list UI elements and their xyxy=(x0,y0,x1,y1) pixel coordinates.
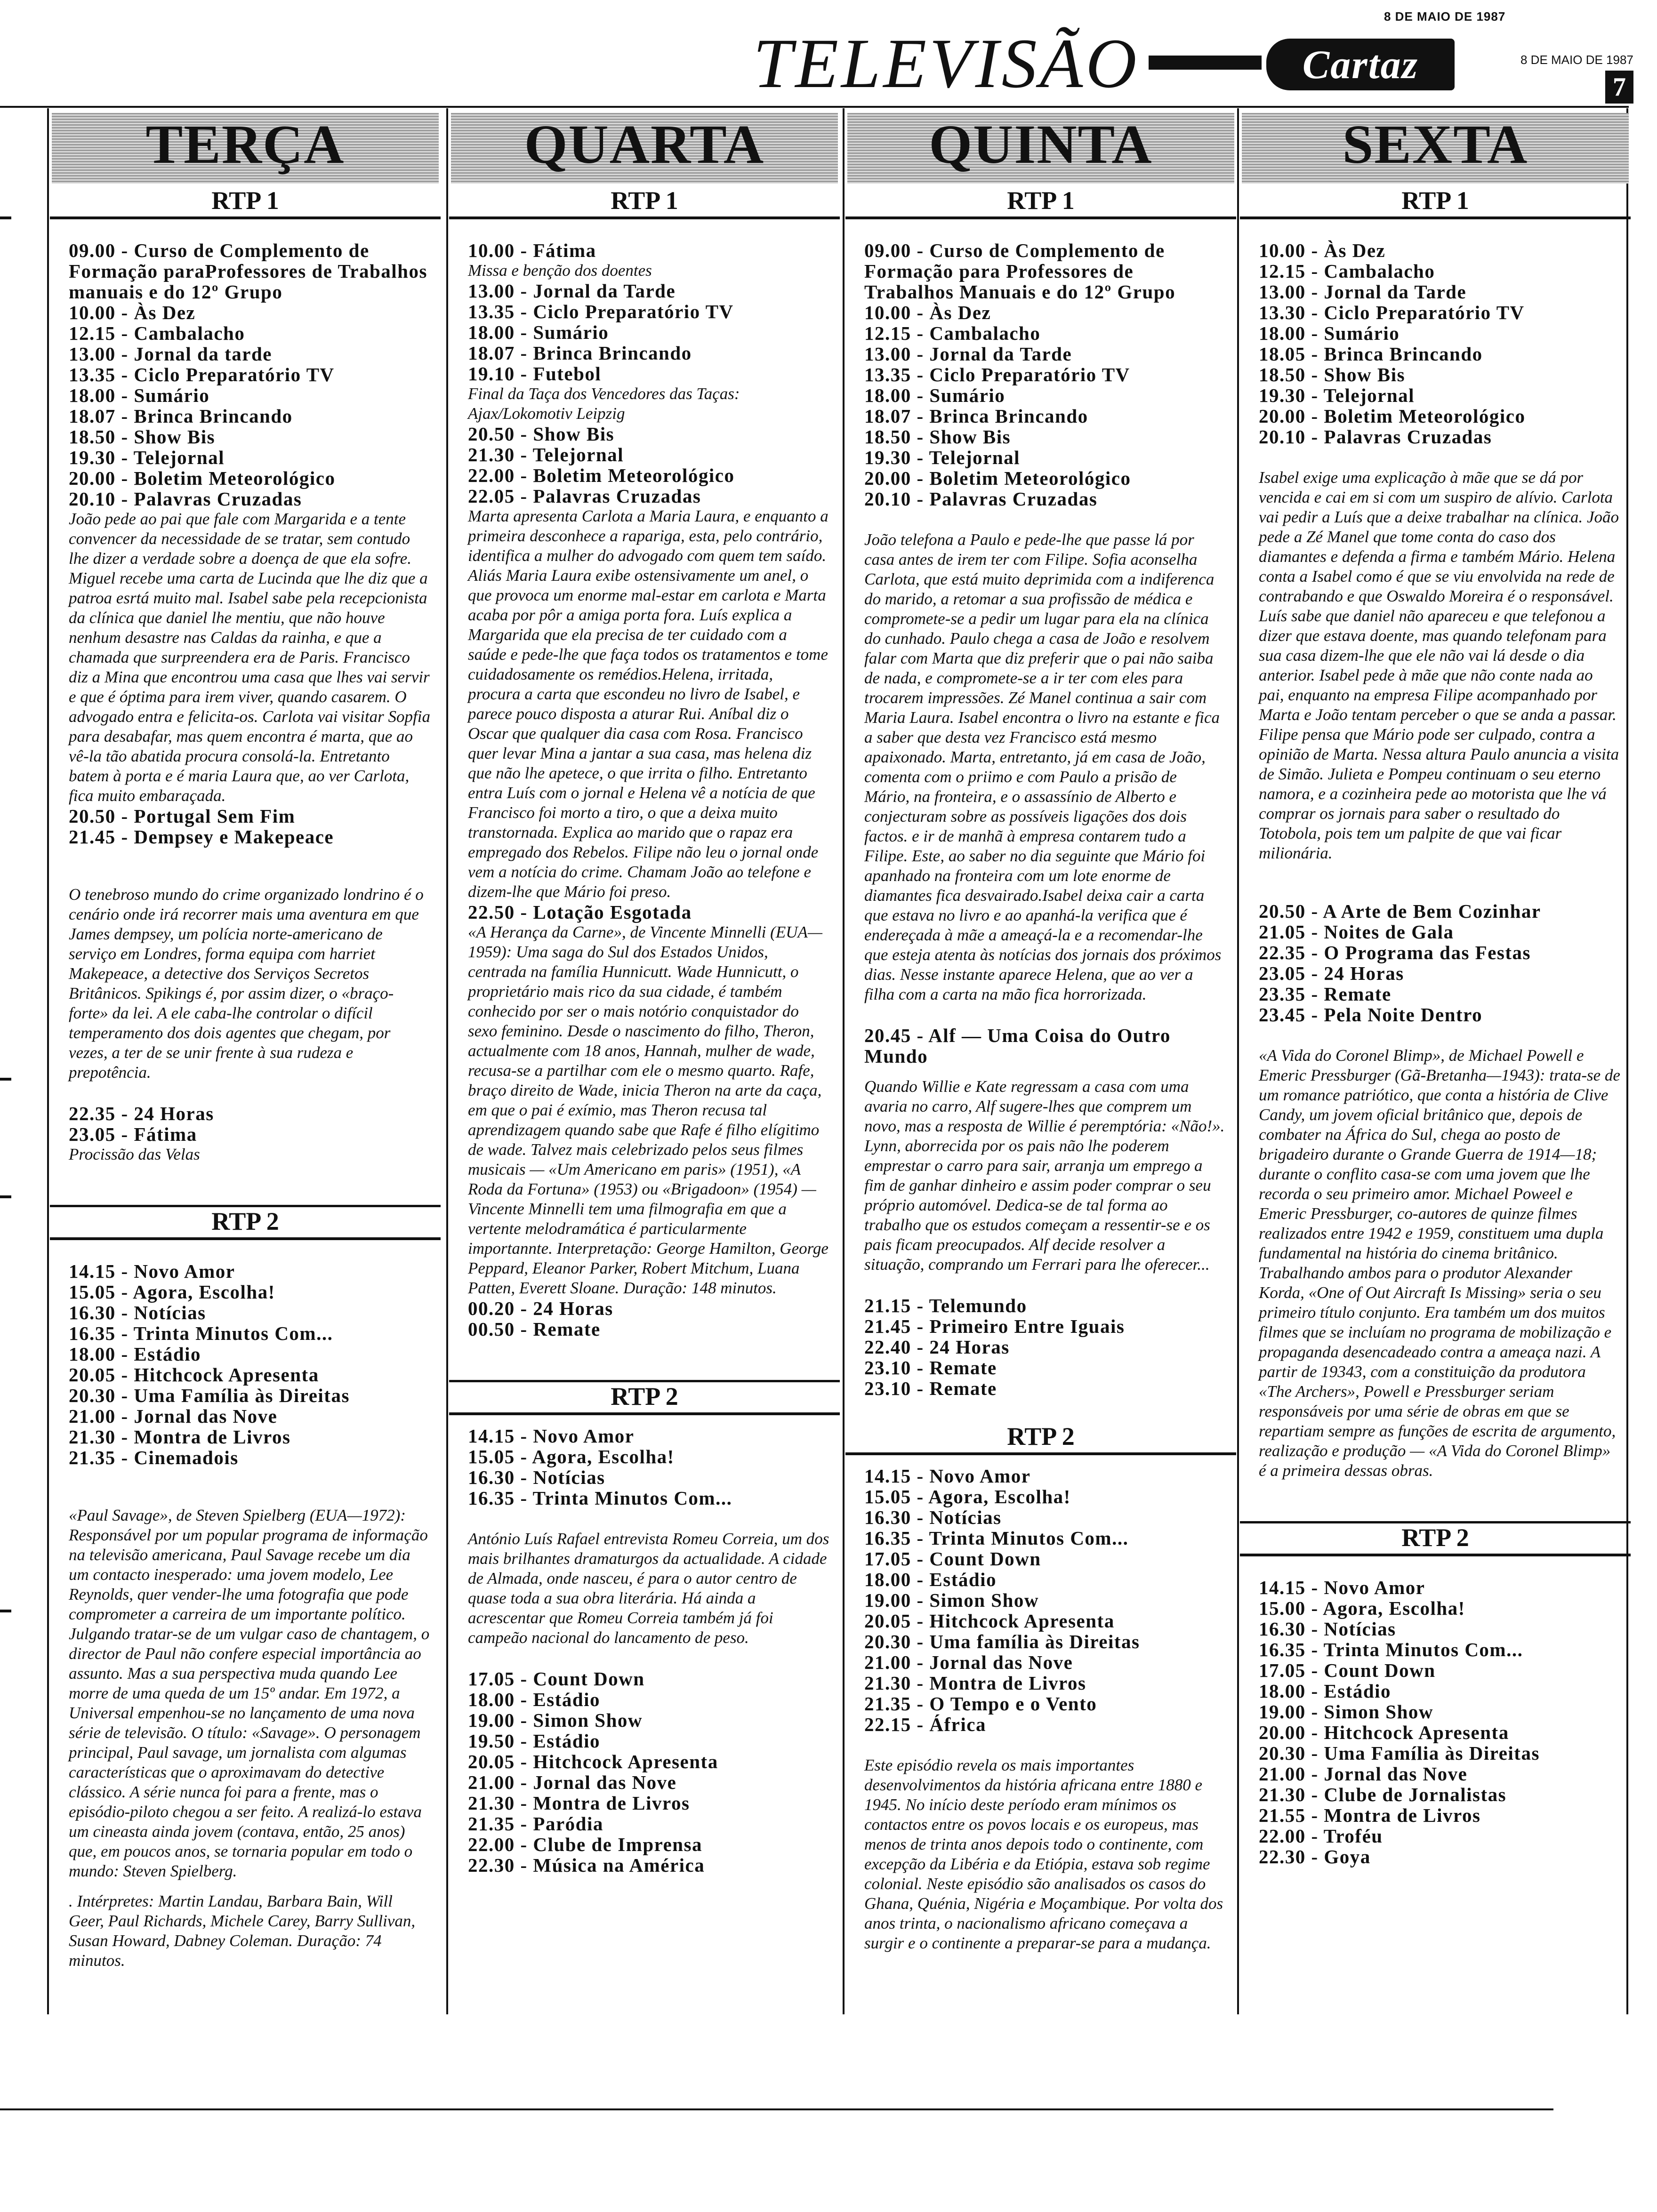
top-rule xyxy=(0,106,1629,108)
channel-header-rtp2 xyxy=(1240,1521,1631,1556)
program-list xyxy=(1240,901,1631,1025)
column-rule xyxy=(843,108,845,2014)
program-item: 18.00 - Estádio xyxy=(1259,1680,1392,1702)
program-list xyxy=(845,240,1236,509)
program-item: 22.35 - O Programa das Festas xyxy=(1259,942,1531,963)
program-item: 10.00 - Às Dez xyxy=(69,302,196,323)
program-synopsis: João pede ao pai que fale com Margarida e a tente convencer da necessidade de se tratar, sem contudo lhe dizer a verdade sobre a doença de que ela sofre. Miguel recebe uma carta de Lucinda que lhe diz que a patroa esrtá muito mal. Isabel sabe pela recepcionista da clínica que daniel lhe mentiu, que não houve nenhum desastre nas Caldas da rainha, e que a chamada que surpreendera era de Paris. Francisco diz a Mina que encontrou uma casa que lhes vai servir e que é óptima para irem viver, quando casarem. O advogado entra e felicita-os. Carlota vai visitar Sopfia para desabafar, mas quem encontra é marta, que ao vê-la tão abatida procura consolá-la. Entretanto batem à porta e é maria Laura que, ao ver Carlota, fica muito embaraçada. xyxy=(69,510,430,805)
section-title: TELEVISÃO xyxy=(753,24,1140,103)
program-item: 20.50 - A Arte de Bem Cozinhar xyxy=(1259,900,1541,922)
program-item: 20.10 - Palavras Cruzadas xyxy=(864,488,1098,510)
program-item: 13.35 - Ciclo Preparatório TV xyxy=(69,364,335,385)
program-item: 16.30 - Notícias xyxy=(468,1467,605,1488)
program-item: 15.05 - Agora, Escolha! xyxy=(468,1446,675,1467)
program-item: 21.15 - Telemundo xyxy=(864,1295,1027,1316)
program-item: 19.10 - Futebol xyxy=(468,363,602,385)
program-item: 00.20 - 24 Horas xyxy=(468,1298,613,1319)
channel-header-rtp1 xyxy=(1240,186,1631,219)
program-item: 22.30 - Goya xyxy=(1259,1846,1371,1867)
program-item: 20.00 - Boletim Meteorológico xyxy=(864,467,1131,489)
program-synopsis: João telefona a Paulo e pede-lhe que passe lá por casa antes de irem ter com Filipe. Sofia aconselha Carlota, que está muito deprimida com a indiferenca do marido, a retomar a sua profissão de médica e compromete-se a pedir um lugar para ela na clínica do cunhado. Paulo chega a casa de João e resolvem falar com Marta que diz preferir que o pai não saiba de nada, e compromete-se a ir ter com eles para trocarem impressões. Zé Manel continua a sair com Maria Laura. Isabel encontra o livro na estante e fica a saber que desta vez Francisco está mesmo apaixonado. Marta, entretanto, já em casa de João, comenta com o priimo e com Paulo a prisão de Mário, na fronteira, e o assassínio de Alberto e conjecturam sobre as possíveis ligações dos dois factos. e ir de manhã à empresa contarem tudo a Filipe. Este, ao saber no dia seguinte que Mário foi apanhado na fronteira com um lote enorme de diamantes fica desvairado.Isabel deixa cair a carta que estava no livro e ao apanhá-la verifica que é endereçada à mãe a ameaçá-la e a recomendar-lhe que esteja atenta às notícias dos jornais dos próximos dias. Nesse instante aparece Helena, que ao ver a filha com a carta na mão fica horrorizada. xyxy=(864,530,1222,1003)
program-synopsis: «A Vida do Coronel Blimp», de Michael Powell e Emeric Pressburger (Gã-Bretanha—1943): trata-se de um romance patriótico, que conta a história de Clive Candy, um jovem oficial britânico que, depois de combater na África do Sul, chega ao posto de brigadeiro durante o Grande Guerra de 1914—18; durante o conflito casa-se com uma jovem que lhe recorda o seu primeiro amor. Michael Poweel e Emeric Pressburger, co-autores de quinze filmes realizados entre 1942 e 1959, constituem uma dupla fundamental na história do cinema britânico. Trabalhando ambos para o produtor Alexander Korda, «One of Out Aircraft Is Missing» seria o seu primeiro título conjunto. Era também um dos muitos filmes que se incluíam no programa de mobilização e propaganda desencadeado contra a ameaça nazi. A partir de 19343, com a constituição da produtora «The Archers», Powell e Pressburger seriam responsáveis por uma série de obras em que se repartiam sempre as funções de escrita de argumento, realização e produção — «A Vida do Coronel Blimp» é a primeira dessas obras. xyxy=(1259,1046,1620,1480)
program-list xyxy=(845,1295,1236,1399)
program-item: 21.35 - Cinemadois xyxy=(69,1447,239,1468)
program-item: 19.00 - Simon Show xyxy=(864,1589,1039,1611)
program-list xyxy=(1240,240,1631,447)
channel-label: RTP 1 xyxy=(1007,186,1075,215)
margin-mark xyxy=(0,1078,11,1081)
program-item: 19.30 - Telejornal xyxy=(864,447,1021,468)
program-item: 21.45 - Primeiro Entre Iguais xyxy=(864,1315,1125,1337)
program-item: 19.30 - Telejornal xyxy=(1259,385,1415,406)
program-item: 16.30 - Notícias xyxy=(1259,1618,1396,1640)
program-item: 14.15 - Novo Amor xyxy=(864,1465,1031,1487)
program-list xyxy=(50,1261,441,1468)
program-item: 10.00 - Às Dez xyxy=(1259,240,1386,261)
day-column-sexta xyxy=(1240,113,1631,2024)
program-item: 20.05 - Hitchcock Apresenta xyxy=(864,1610,1115,1632)
program-item: 10.00 - Às Dez xyxy=(864,302,991,323)
channel-header-rtp2 xyxy=(449,1380,840,1415)
program-item: 13.30 - Ciclo Preparatório TV xyxy=(1259,302,1525,323)
cartaz-logo-text: Cartaz xyxy=(1302,42,1419,87)
program-list xyxy=(449,281,840,384)
program-item: 16.35 - Trinta Minutos Com... xyxy=(69,1322,333,1344)
margin-mark xyxy=(0,1610,11,1612)
program-item: 20.00 - Boletim Meteorológico xyxy=(69,467,336,489)
program-list xyxy=(449,1298,840,1339)
day-title: SEXTA xyxy=(1342,113,1528,175)
program-item: 13.00 - Jornal da Tarde xyxy=(864,343,1072,365)
program-item: 21.30 - Telejornal xyxy=(468,444,624,465)
day-title: QUINTA xyxy=(929,113,1153,175)
program-item: 16.35 - Trinta Minutos Com... xyxy=(468,1487,732,1509)
program-item: 18.50 - Show Bis xyxy=(69,426,216,448)
program-synopsis: Missa e benção dos doentes xyxy=(468,261,652,280)
program-item: 21.35 - O Tempo e o Vento xyxy=(864,1693,1097,1715)
day-title: TERÇA xyxy=(145,113,345,175)
title-rule-decoration xyxy=(1149,56,1262,70)
program-item: 23.05 - Fátima xyxy=(69,1123,197,1145)
program-item: 17.05 - Count Down xyxy=(468,1668,645,1690)
program-list xyxy=(845,1466,1236,1735)
program-item: 20.30 - Uma Família às Direitas xyxy=(1259,1742,1540,1764)
program-item: 14.15 - Novo Amor xyxy=(69,1260,235,1282)
page-number: 7 xyxy=(1605,71,1633,104)
channel-label: RTP 2 xyxy=(211,1207,279,1235)
program-synopsis: Marta apresenta Carlota a Maria Laura, e enquanto a primeira desconhece a rapariga, esta, pelo contrário, identifica a mulher do advogado com quem tem saído. Aliás Maria Laura exibe ostensivamente um anel, o que provoca um enorme mal-estar em carlota e Marta acaba por pôr a amiga porta fora. Luís explica a Margarida que ela precisa de ter cuidado com a saúde e pede-lhe que faça todos os tratamentos e tome cuidadosamente os remédios.Helena, irritada, procura a carta que escondeu no livro de Isabel, e parece pouco disposta a aturar Rui. Aníbal diz o Oscar que qualquer dia casa com Rosa. Francisco quer levar Mina a jantar a sua casa, mas helena diz que não lhe apetece, o que irrita o filho. Entretanto entra Luís com o jornal e Helena vê a notícia de que Francisco foi morto a tiro, o que a deixa muito transtornada. Explica ao marido que o rapaz era empregado dos Rebelos. Filipe não leu o jornal onde vem a notícia do crime. Chamam João ao telefone e dizem-lhe que Mário foi preso. xyxy=(468,507,828,901)
program-item: 18.07 - Brinca Brincando xyxy=(69,405,293,427)
program-item: 21.00 - Jornal das Nove xyxy=(468,1771,677,1793)
program-item: 18.50 - Show Bis xyxy=(1259,364,1406,385)
program-synopsis: «Paul Savage», de Steven Spielberg (EUA—1972): Responsável por um popular programa de informação na televisão americana, Paul Savage recebe um dia um contacto inesperado: uma jovem modelo, Lee Reynolds, quer vender-lhe uma fotografia que pode comprometer a carreira de um importante político. Julgando tratar-se de um vulgar caso de chantagem, o director de Paul não confere especial importância ao assunto. Mas a sua perspectiva muda quando Lee morre de uma queda de um 15º andar. Em 1972, a Universal empenhou-se no lançamento de uma nova série de televisão. O título: «Savage». O personagem principal, Paul savage, um jornalista com algumas características que o aproximavam do detective clássico. A série nunca foi para a frente, mas o episódio-piloto chegou a ser feito. A realizá-lo estava um cineasta ainda jovem (contava, então, 25 anos) que, em poucos anos, se tornaria popular em todo o mundo: Steven Spielberg. xyxy=(69,1506,430,1880)
channel-label: RTP 2 xyxy=(611,1382,678,1411)
channel-header-rtp1 xyxy=(845,186,1236,219)
channel-label: RTP 1 xyxy=(211,186,279,215)
program-list xyxy=(845,1025,1236,1066)
program-item: 20.50 - Portugal Sem Fim xyxy=(69,805,296,827)
program-item: 21.30 - Clube de Jornalistas xyxy=(1259,1784,1507,1805)
program-item: 21.35 - Paródia xyxy=(468,1813,603,1835)
program-item: 23.45 - Pela Noite Dentro xyxy=(1259,1004,1483,1026)
program-item: 19.00 - Simon Show xyxy=(1259,1701,1434,1723)
program-item: 16.30 - Notícias xyxy=(69,1302,206,1323)
bottom-rule xyxy=(0,2108,1553,2110)
program-item: 13.35 - Ciclo Preparatório TV xyxy=(864,364,1130,385)
program-item: 23.10 - Remate xyxy=(864,1378,997,1399)
program-item: 13.00 - Jornal da Tarde xyxy=(468,280,676,302)
program-list xyxy=(50,1103,441,1145)
program-synopsis: Final da Taça dos Vencedores das Taças: Ajax/Lokomotiv Leipzig xyxy=(468,385,740,423)
issue-date-top: 8 DE MAIO DE 1987 xyxy=(1384,9,1506,24)
margin-mark xyxy=(0,1195,11,1198)
program-list xyxy=(50,240,441,509)
program-item: 22.05 - Palavras Cruzadas xyxy=(468,485,701,507)
day-banner xyxy=(451,113,838,184)
program-item: 15.05 - Agora, Escolha! xyxy=(864,1486,1071,1507)
program-item: 18.00 - Estádio xyxy=(69,1343,201,1365)
program-item: 18.00 - Sumário xyxy=(468,321,609,343)
program-item: 21.45 - Dempsey e Makepeace xyxy=(69,826,334,848)
program-item: 10.00 - Fátima xyxy=(468,240,596,261)
program-item: 13.00 - Jornal da Tarde xyxy=(1259,281,1467,303)
program-item: 18.50 - Show Bis xyxy=(864,426,1011,448)
program-list xyxy=(449,902,840,922)
program-item: 22.00 - Troféu xyxy=(1259,1825,1383,1847)
program-cast: . Intérpretes: Martin Landau, Barbara Bain, Will Geer, Paul Richards, Michele Carey, Barry Sullivan, Susan Howard, Dabney Coleman. Duração: 74 minutos. xyxy=(69,1892,416,1970)
program-item: 22.30 - Música na América xyxy=(468,1854,705,1876)
program-item: 13.00 - Jornal da tarde xyxy=(69,343,272,365)
day-banner xyxy=(1242,113,1629,184)
program-synopsis: «A Herança da Carne», de Vincente Minnelli (EUA—1959): Uma saga do Sul dos Estados Unidos, centrada na família Hunnicutt. Wade Hunnicutt, o proprietário mais rico da sua cidade, é também conhecido por ser o mais notório conquistador do sexo feminino. Desde o nascimento do filho, Theron, actualmente com 18 anos, Hannah, mulher de wade, recusa-se a partilhar com ele o mesmo quarto. Rafe, braço direito de Wade, inicia Theron na arte da caça, em que o pai é exímio, mas Theron recusa tal aprendizagem quando sabe que Rafe é filho elígitimo de wade. Talvez mais celebrizado pelos seus filmes musicais — «Um Americano em paris» (1951), «A Roda da Fortuna» (1953) ou «Brigadoon» (1954) — Vincente Minnelli tem uma filmografia em que a vertente melodramática é particularmente importannte. Interpretação: George Hamilton, George Peppard, Eleanor Parker, Robert Mitchum, Luana Patten, Everett Sloane. Duração: 148 minutos. xyxy=(468,923,828,1297)
program-synopsis: Quando Willie e Kate regressam a casa com uma avaria no carro, Alf sugere-lhes que comprem um novo, mas a resposta de Willie é peremptória: «Não!». Lynn, aborrecida por os pais não lhe poderem emprestar o carro para sair, arranja um emprego a fim de ganhar dinheiro e assim poder comprar o seu próprio automóvel. Dedica-se de tal forma ao trabalho que os estudos começam a ressentir-se e os pais ficam preocupados. Alf decide resolver a situação, comprando um Ferrari para lhe oferecer... xyxy=(864,1077,1225,1274)
program-item: 18.00 - Sumário xyxy=(864,385,1005,406)
program-synopsis: António Luís Rafael entrevista Romeu Correia, um dos mais brilhantes dramaturgos da actualidade. A cidade de Almada, onde nasceu, é para o autor centro de quase toda a sua obra literária. Há ainda a acrescentar que Romeu Correia também já foi campeão nacional do lancamento de peso. xyxy=(468,1530,829,1647)
program-item: 23.05 - 24 Horas xyxy=(1259,962,1404,984)
program-item: 21.30 - Montra de Livros xyxy=(864,1672,1086,1694)
day-column-terca xyxy=(50,113,441,2024)
program-item: 20.10 - Palavras Cruzadas xyxy=(1259,426,1492,448)
program-item: 12.15 - Cambalacho xyxy=(1259,260,1435,282)
cartaz-logo xyxy=(1266,39,1455,90)
channel-header-rtp1 xyxy=(449,186,840,219)
program-item: 20.10 - Palavras Cruzadas xyxy=(69,488,302,510)
program-item: 14.15 - Novo Amor xyxy=(468,1425,635,1447)
program-item: 13.35 - Ciclo Preparatório TV xyxy=(468,301,734,322)
program-list xyxy=(449,1668,840,1875)
program-item: 19.30 - Telejornal xyxy=(69,447,225,468)
channel-header-rtp2 xyxy=(50,1205,441,1240)
program-item: 22.15 - África xyxy=(864,1714,986,1735)
program-item: 12.15 - Cambalacho xyxy=(864,322,1041,344)
program-item: 17.05 - Count Down xyxy=(864,1548,1041,1570)
program-item: 20.30 - Uma Família às Direitas xyxy=(69,1385,350,1406)
program-synopsis: Procissão das Velas xyxy=(69,1145,200,1163)
program-item: 22.50 - Lotação Esgotada xyxy=(468,901,692,923)
program-item: 22.35 - 24 Horas xyxy=(69,1103,214,1124)
program-item: 20.00 - Boletim Meteorológico xyxy=(1259,405,1526,427)
day-column-quarta xyxy=(449,113,840,2024)
program-item: 20.05 - Hitchcock Apresenta xyxy=(69,1364,319,1386)
program-item: 18.05 - Brinca Brincando xyxy=(1259,343,1483,365)
channel-header-rtp2 xyxy=(845,1422,1236,1455)
margin-mark xyxy=(0,216,11,219)
program-item: 21.30 - Montra de Livros xyxy=(69,1426,291,1448)
channel-label: RTP 1 xyxy=(1401,186,1469,215)
program-item: 15.05 - Agora, Escolha! xyxy=(69,1281,275,1303)
program-item: 15.00 - Agora, Escolha! xyxy=(1259,1597,1465,1619)
program-item: 21.30 - Montra de Livros xyxy=(468,1792,690,1814)
program-item: 18.00 - Sumário xyxy=(1259,322,1400,344)
masthead xyxy=(0,0,1657,127)
program-item: 16.35 - Trinta Minutos Com... xyxy=(1259,1639,1523,1660)
column-rule xyxy=(1237,108,1239,2014)
program-item: 16.35 - Trinta Minutos Com... xyxy=(864,1527,1129,1549)
program-item: 20.00 - Hitchcock Apresenta xyxy=(1259,1722,1509,1743)
program-item: 21.00 - Jornal das Nove xyxy=(1259,1763,1468,1785)
program-list xyxy=(1240,1577,1631,1867)
program-item: 00.50 - Remate xyxy=(468,1318,601,1340)
program-item: 18.07 - Brinca Brincando xyxy=(864,405,1088,427)
issue-date: 8 DE MAIO DE 1987 xyxy=(1520,53,1633,67)
program-item: 22.00 - Clube de Imprensa xyxy=(468,1834,703,1855)
day-banner xyxy=(52,113,439,184)
program-list xyxy=(449,240,840,261)
program-item: 23.35 - Remate xyxy=(1259,983,1392,1005)
program-item: 21.00 - Jornal das Nove xyxy=(69,1405,278,1427)
program-item: 20.30 - Uma família às Direitas xyxy=(864,1631,1140,1652)
program-item: 20.50 - Show Bis xyxy=(468,423,615,445)
program-item: 18.00 - Estádio xyxy=(468,1689,601,1710)
program-item: 21.05 - Noites de Gala xyxy=(1259,921,1454,943)
program-item: 23.10 - Remate xyxy=(864,1357,997,1378)
program-synopsis: Este episódio revela os mais importantes desenvolvimentos da história africana entre 1880 e 1945. No início deste período eram mínimos os contactos entre os povos locais e os europeus, mas menos de trinta anos depois todo o continente, com excepção da Libéria e da Etiópia, estava sob regime colonial. Neste episódio são analisados os casos do Ghana, Quénia, Nigéria e Moçambique. Por volta dos anos trinta, o nacionalismo africano começava a surgir e o continente a preparar-se para a mudança. xyxy=(864,1756,1223,1952)
program-item: 16.30 - Notícias xyxy=(864,1507,1002,1528)
program-item: 21.00 - Jornal das Nove xyxy=(864,1651,1073,1673)
program-list xyxy=(449,424,840,506)
program-item: 17.05 - Count Down xyxy=(1259,1659,1436,1681)
day-column-quinta xyxy=(845,113,1236,2024)
column-rule xyxy=(47,108,49,2014)
program-item: 14.15 - Novo Amor xyxy=(1259,1577,1425,1598)
program-synopsis: Isabel exige uma explicação à mãe que se dá por vencida e cai em si com um suspiro de alívio. Carlota vai pedir a Luís que a deixe trabalhar na clínica. João pede a Zé Manel que tome conta do caso dos diamantes e defenda a firma e também Mário. Helena conta a Isabel como é que se viu envolvida na rede de contrabando e que Oswaldo Moreira é o responsável. Luís sabe que daniel não apareceu e que telefonou a dizer que estava doente, mas quando telefonam para sua casa dizem-lhe que ele não vai lá desde o dia anterior. Isabel pede à mãe que não conte nada ao pai, enquanto na empresa Filipe acompanhado por Marta e João tentam perceber o que se anda a passar. Filipe pensa que Mário pode ser culpado, contra a opinião de Marta. Nessa altura Paulo anuncia a visita de Simão. Julieta e Pompeu continuam o seu eterno namora, e a cozinheira pede ao motorista que lhe vá comprar os jornais para saber o resultado do Totobola, pois tem um palpite de que vai ficar milionária. xyxy=(1259,468,1619,862)
channel-label: RTP 2 xyxy=(1401,1523,1469,1552)
program-item: 18.00 - Sumário xyxy=(69,385,210,406)
channel-label: RTP 2 xyxy=(1007,1422,1075,1451)
program-item: 19.50 - Estádio xyxy=(468,1730,601,1752)
program-item: 20.45 - Alf — Uma Coisa do Outro Mundo xyxy=(864,1025,1171,1067)
program-item: 22.40 - 24 Horas xyxy=(864,1336,1010,1358)
day-banner xyxy=(847,113,1234,184)
program-item: 09.00 - Curso de Complemento de Formação para Professores de Trabalhos Manuais e do 12º Grupo xyxy=(864,240,1176,303)
channel-header-rtp1 xyxy=(50,186,441,219)
program-synopsis: O tenebroso mundo do crime organizado londrino é o cenário onde irá recorrer mais uma aventura em que James dempsey, um polícia norte-americano de serviço em Londres, forma equipa com harriet Makepeace, a detective dos Serviços Secretos Britânicos. Spikings é, por assim dizer, o «braço-forte» da lei. A ele caba-lhe controlar o difícil temperamento dos dois agentes que chegam, por vezes, a ter de se unir frente à sua rudeza e prepotência. xyxy=(69,885,424,1082)
channel-label: RTP 1 xyxy=(611,186,678,215)
program-item: 20.05 - Hitchcock Apresenta xyxy=(468,1751,718,1772)
program-item: 12.15 - Cambalacho xyxy=(69,322,245,344)
column-rule xyxy=(446,108,448,2014)
program-item: 18.00 - Estádio xyxy=(864,1569,997,1590)
program-item: 09.00 - Curso de Complemento de Formação paraProfessores de Trabalhos manuais e do 12º Grupo xyxy=(69,240,427,303)
program-item: 19.00 - Simon Show xyxy=(468,1709,643,1731)
day-title: QUARTA xyxy=(524,113,765,175)
program-item: 22.00 - Boletim Meteorológico xyxy=(468,465,735,486)
program-item: 18.07 - Brinca Brincando xyxy=(468,342,692,364)
program-list xyxy=(449,1426,840,1508)
program-list xyxy=(50,806,441,847)
program-item: 21.55 - Montra de Livros xyxy=(1259,1804,1481,1826)
